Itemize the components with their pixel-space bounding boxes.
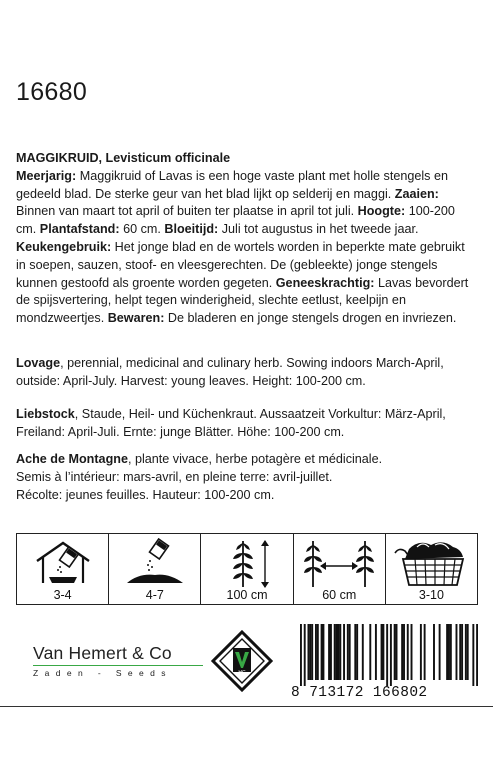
geneeskrachtig-label: Geneeskrachtig: <box>275 275 375 290</box>
barcode-bars <box>300 624 478 686</box>
barcode-bar <box>459 624 461 680</box>
barcode-bar <box>446 624 448 680</box>
french-line-1: , plante vivace, herbe potagère et médicinale. <box>127 452 383 466</box>
barcode-bar <box>356 624 358 680</box>
barcode-bar <box>476 624 478 686</box>
barcode-bar <box>317 624 319 680</box>
barcode-bar <box>304 624 306 686</box>
barcode-bar <box>407 624 409 680</box>
french-line-2: Semis à l’intérieur: mars-avril, en pleine terre: avril-juillet. <box>16 469 333 484</box>
zaaien-label: Zaaien: <box>394 186 439 201</box>
french-description <box>16 451 478 504</box>
barcode-bar <box>369 624 371 680</box>
barcode-bar <box>401 624 403 680</box>
barcode-bar <box>448 624 450 680</box>
cultivation-icons-strip <box>16 533 478 605</box>
barcode-bar <box>362 624 364 680</box>
barcode-bar <box>309 624 311 680</box>
bottom-rule <box>0 706 493 707</box>
barcode-bar <box>300 624 302 686</box>
barcode-bar <box>424 624 426 680</box>
product-title: MAGGIKRUID, Levisticum officinale <box>16 151 231 165</box>
barcode-bar <box>354 624 356 680</box>
barcode-bar <box>375 624 377 680</box>
barcode-bar <box>390 624 392 686</box>
brand-divider <box>33 665 203 666</box>
barcode-bar <box>472 624 474 686</box>
keukengebruik-label: Keukengebruik: <box>16 239 112 254</box>
barcode-bar <box>465 624 467 680</box>
barcode-number: 8 713172 166802 <box>291 685 428 701</box>
barcode-bar <box>439 624 441 680</box>
product-code: 16680 <box>16 78 88 106</box>
hoogte-label: Hoogte: <box>357 204 406 219</box>
german-description <box>16 406 478 442</box>
indoor-sowing-icon <box>27 537 99 587</box>
bloeitijd-text: Juli tot augustus in het tweede jaar. <box>218 222 419 237</box>
barcode-bar <box>328 624 330 680</box>
bewaren-label: Bewaren: <box>107 311 165 326</box>
outdoor-sowing-cell <box>109 534 201 604</box>
plant-height-label: 100 cm <box>226 588 268 602</box>
german-text: , Staude, Heil- und Küchenkraut. Aussaatzeit Vorkultur: März-April, Freiland: April-Juli. Ernte: junge Blätter. Höhe: 100-200 cm. <box>16 407 446 439</box>
barcode-bar <box>403 624 405 680</box>
barcode-bar <box>311 624 313 680</box>
zaaien-text: Binnen van maart tot april of buiten ter plaatse in april tot juli. <box>16 204 355 219</box>
barcode-bar <box>334 624 336 680</box>
bewaren-text: De bladeren en jonge stengels drogen en invriezen. <box>164 311 457 326</box>
plantafstand-text: 60 cm. <box>119 222 161 237</box>
barcode-bar <box>339 624 341 680</box>
geneeskrachtig-text: Lavas bevordert de spijsvertering, helpt tegen winderigheid, slechte eetlust, keelpijn en mondzweertjes. <box>16 275 469 326</box>
barcode-bar <box>420 624 422 680</box>
outdoor-sowing-label: 4-7 <box>145 588 164 602</box>
barcode-bar <box>349 624 351 680</box>
harvest-label: 3-10 <box>418 588 444 602</box>
indoor-sowing-cell <box>17 534 109 604</box>
barcode-bar <box>450 624 452 680</box>
barcode-bar <box>343 624 345 680</box>
english-name: Lovage <box>16 356 61 370</box>
brand-tagline: Zaden - Seeds <box>33 668 172 678</box>
barcode-bar <box>411 624 413 680</box>
dutch-description <box>16 150 478 328</box>
barcode-bar <box>394 624 396 680</box>
barcode-bar <box>456 624 458 680</box>
plantafstand-label: Plantafstand: <box>39 222 120 237</box>
barcode-bar <box>330 624 332 680</box>
barcode-bar <box>307 624 309 680</box>
barcode-bar <box>322 624 324 680</box>
barcode-bar <box>382 624 384 680</box>
english-text: , perennial, medicinal and culinary herb. Sowing indoors March-April, outside: April-July. Harvest: young leaves. Height: 100-200 cm. <box>16 356 444 388</box>
barcode-bar <box>386 624 388 686</box>
hoogte-text: 100-200 cm. <box>16 204 455 237</box>
svg-text:HC: HC <box>238 670 246 676</box>
plant-spacing-icon <box>299 537 379 589</box>
meerjarig-text: Maggikruid of Lavas is een hoge vaste plant met holle stengels en gedeeld blad. De sterke geur van het blad lijkt op selderij en maggi. <box>16 168 448 201</box>
meerjarig-label: Meerjarig: <box>16 168 77 183</box>
outdoor-sowing-icon <box>119 537 191 587</box>
french-name: Ache de Montagne <box>16 452 128 466</box>
brand-name: Van Hemert & Co <box>33 643 172 663</box>
barcode-bar <box>321 624 323 680</box>
harvest-cell <box>386 534 477 604</box>
barcode-bar <box>347 624 349 680</box>
indoor-sowing-label: 3-4 <box>53 588 72 602</box>
barcode-bar <box>315 624 317 680</box>
plant-height-cell <box>201 534 293 604</box>
barcode-bar <box>461 624 463 680</box>
barcode-bar <box>467 624 469 680</box>
plant-height-icon <box>211 537 283 589</box>
english-description <box>16 355 478 391</box>
barcode-bar <box>381 624 383 680</box>
plant-spacing-cell <box>294 534 386 604</box>
plant-spacing-label: 60 cm <box>322 588 357 602</box>
french-line-3: Récolte: jeunes feuilles. Hauteur: 100-200 cm. <box>16 487 275 502</box>
barcode-bar <box>433 624 435 680</box>
barcode-bar <box>396 624 398 680</box>
german-name: Liebstock <box>16 407 75 421</box>
harvest-basket-icon <box>391 537 471 589</box>
keukengebruik-text: Het jonge blad en de wortels worden in beperkte mate gebruikt in soepen, sauzen, stoof- en vleesgerechten. De (gebleekte) jonge stengels kunnen gestoofd als groente worden gegeten. <box>16 239 465 290</box>
barcode-bar <box>337 624 339 680</box>
barcode-bar <box>336 624 338 680</box>
bloeitijd-label: Bloeitijd: <box>164 222 219 237</box>
vhc-diamond-logo-icon <box>211 630 273 692</box>
